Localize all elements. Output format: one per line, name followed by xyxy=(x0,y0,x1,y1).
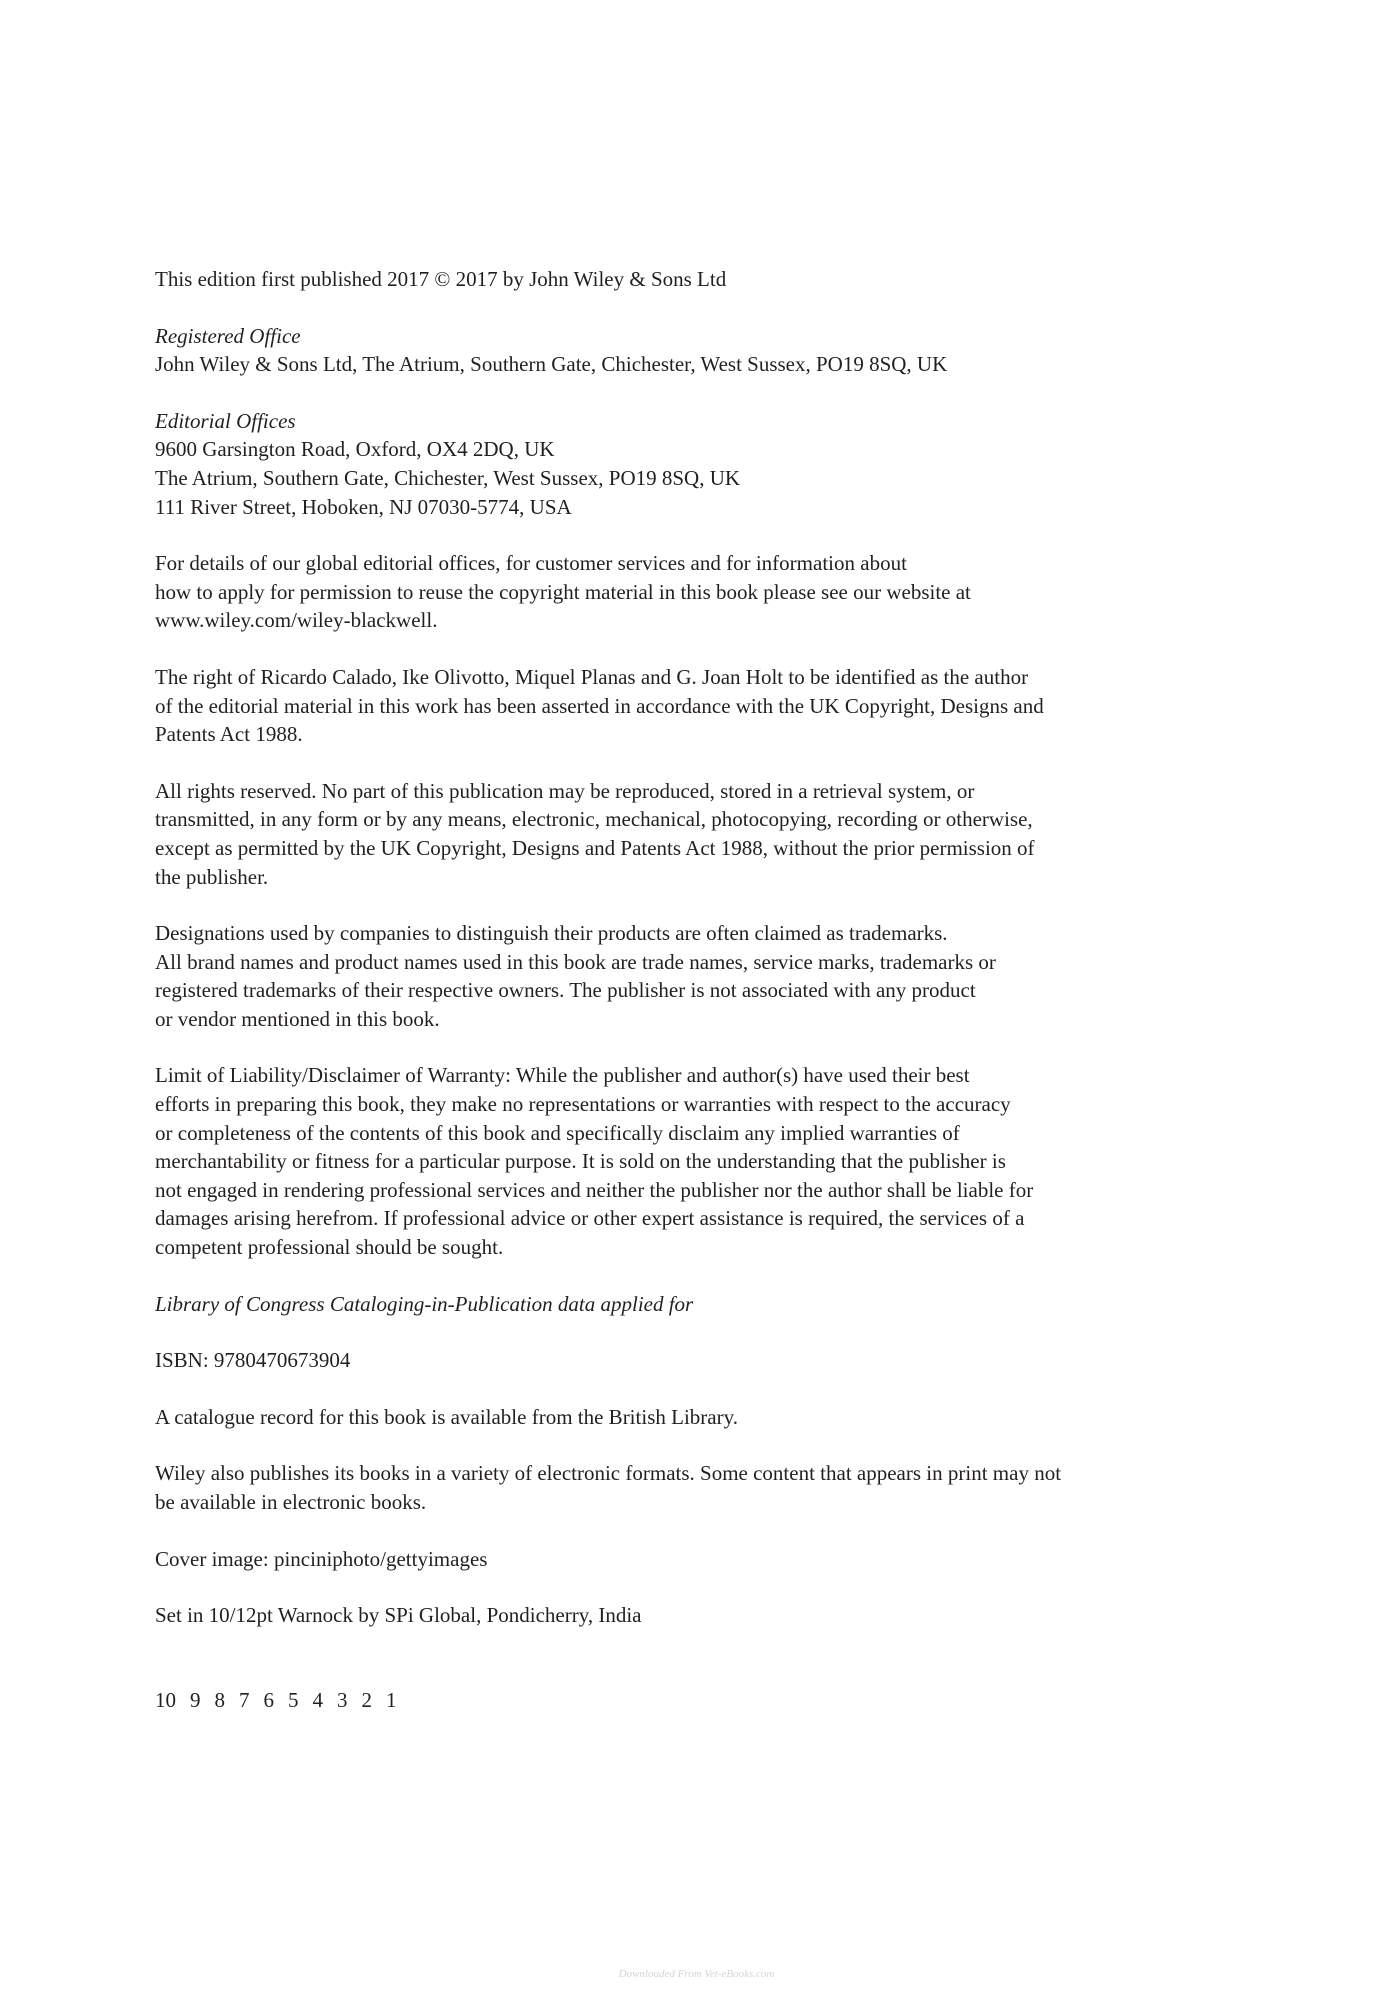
british-library-block xyxy=(155,1403,1255,1432)
editorial-office-address: The Atrium, Southern Gate, Chichester, West Sussex, PO19 8SQ, UK xyxy=(155,465,741,490)
editorial-office-address: 9600 Garsington Road, Oxford, OX4 2DQ, UK xyxy=(155,437,555,462)
print-number: 2 xyxy=(361,1687,372,1712)
print-number: 4 xyxy=(312,1687,323,1712)
all-rights-paragraph xyxy=(155,777,1255,891)
isbn-line: ISBN: 9780470673904 xyxy=(155,1348,351,1373)
paragraph-line: efforts in preparing this book, they make no representations or warranties with respect to the accuracy xyxy=(155,1092,1011,1117)
website-link[interactable]: www.wiley.com/wiley-blackwell. xyxy=(155,608,438,633)
paragraph-line: For details of our global editorial offices, for customer services and for information about xyxy=(155,551,907,576)
paragraph-line: how to apply for permission to reuse the copyright material in this book please see our website at xyxy=(155,579,971,604)
first-published-line: This edition first published 2017 © 2017 by John Wiley & Sons Ltd xyxy=(155,267,727,291)
paragraph-line: The right of Ricardo Calado, Ike Olivotto, Miquel Planas and G. Joan Holt to be identified as the author xyxy=(155,664,1029,689)
registered-office-heading: Registered Office xyxy=(155,323,301,348)
paragraph-line: of the editorial material in this work has been asserted in accordance with the UK Copyright, Designs and xyxy=(155,693,1044,718)
paragraph-line: damages arising herefrom. If professional advice or other expert assistance is required, the services of a xyxy=(155,1206,1025,1231)
trademarks-paragraph xyxy=(155,919,1255,1033)
paragraph-line: be available in electronic books. xyxy=(155,1490,427,1514)
paragraph-line: or vendor mentioned in this book. xyxy=(155,1006,440,1031)
registered-office-address: John Wiley & Sons Ltd, The Atrium, Southern Gate, Chichester, West Sussex, PO19 8SQ, UK xyxy=(155,352,948,377)
cataloging-line: Library of Congress Cataloging-in-Publication data applied for xyxy=(155,1291,694,1316)
editorial-offices-block xyxy=(155,407,1255,521)
paragraph-line: merchantability or fitness for a particular purpose. It is sold on the understanding that the publisher is xyxy=(155,1149,1006,1174)
print-number: 8 xyxy=(214,1687,225,1712)
print-number: 9 xyxy=(190,1687,201,1712)
typesetting-line: Set in 10/12pt Warnock by SPi Global, Pondicherry, India xyxy=(155,1603,642,1628)
paragraph-line: Designations used by companies to distinguish their products are often claimed as trademarks. xyxy=(155,921,948,946)
disclaimer-paragraph xyxy=(155,1061,1255,1261)
print-number: 5 xyxy=(288,1687,299,1712)
author-rights-paragraph xyxy=(155,663,1255,749)
print-number: 10 xyxy=(155,1687,176,1712)
cataloging-block xyxy=(155,1290,1255,1319)
paragraph-line: All brand names and product names used in this book are trade names, service marks, trademarks or xyxy=(155,949,996,974)
cover-image-credit: Cover image: pinciniphoto/gettyimages xyxy=(155,1546,488,1571)
isbn-block xyxy=(155,1346,1255,1375)
editorial-office-address: 111 River Street, Hoboken, NJ 07030-5774, USA xyxy=(155,494,572,519)
editorial-offices-heading: Editorial Offices xyxy=(155,408,296,433)
paragraph-line: Wiley also publishes its books in a variety of electronic formats. Some content that appears in print may not xyxy=(155,1461,1062,1486)
paragraph-line: or completeness of the contents of this book and specifically disclaim any implied warranties of xyxy=(155,1120,960,1145)
paragraph-line: transmitted, in any form or by any means, electronic, mechanical, photocopying, recording or otherwise, xyxy=(155,807,1033,832)
copyright-statement xyxy=(155,265,1255,294)
paragraph-line: except as permitted by the UK Copyright, Designs and Patents Act 1988, without the prior permission of xyxy=(155,835,1035,860)
paragraph-line: Patents Act 1988. xyxy=(155,722,303,747)
paragraph-line: Limit of Liability/Disclaimer of Warranty: While the publisher and author(s) have used their best xyxy=(155,1063,970,1088)
paragraph-line: competent professional should be sought. xyxy=(155,1235,504,1260)
british-library-line: A catalogue record for this book is available from the British Library. xyxy=(155,1404,738,1429)
paragraph-line: the publisher. xyxy=(155,864,269,889)
electronic-formats-paragraph xyxy=(155,1459,1255,1516)
copyright-page xyxy=(155,265,1255,1714)
print-number: 7 xyxy=(239,1687,250,1712)
cover-image-block xyxy=(155,1545,1255,1574)
paragraph-line: registered trademarks of their respective owners. The publisher is not associated with any product xyxy=(155,978,976,1003)
typesetting-block xyxy=(155,1601,1255,1630)
printer-number-line xyxy=(155,1686,1255,1715)
print-number: 1 xyxy=(386,1687,397,1712)
paragraph-line: not engaged in rendering professional services and neither the publisher nor the author shall be liable for xyxy=(155,1177,1034,1202)
details-paragraph xyxy=(155,549,1255,635)
download-watermark: Downloaded From Vet-eBooks.com xyxy=(618,1968,775,1980)
paragraph-line: All rights reserved. No part of this publication may be reproduced, stored in a retrieval system, or xyxy=(155,778,975,803)
print-number: 6 xyxy=(263,1687,274,1712)
registered-office-block xyxy=(155,322,1255,379)
print-number: 3 xyxy=(337,1687,348,1712)
